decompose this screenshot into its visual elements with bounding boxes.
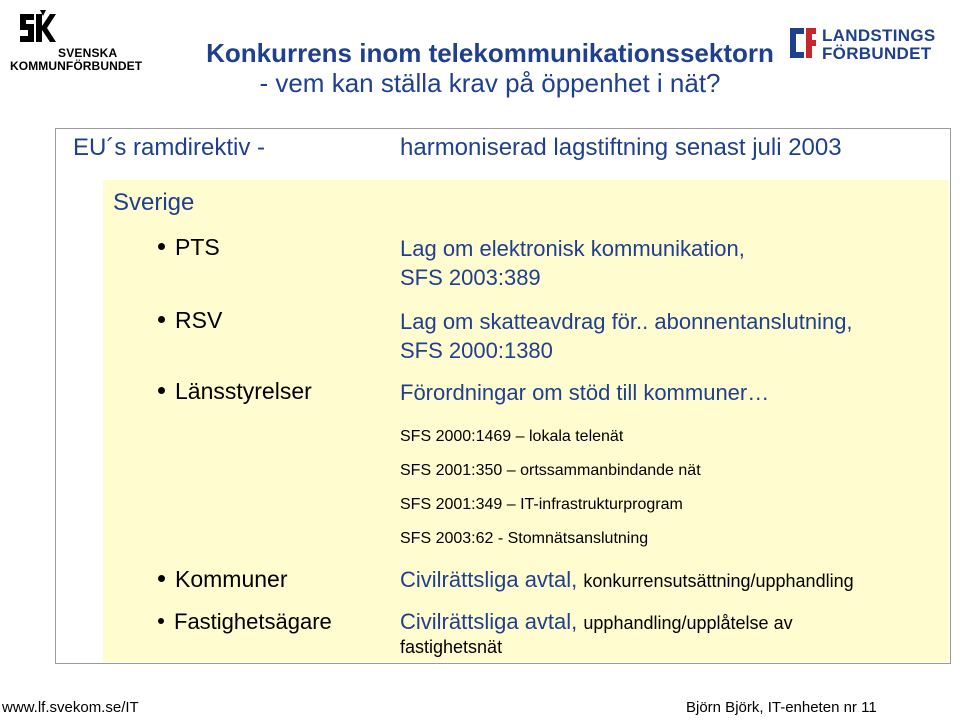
footer-author: Björn Björk, IT-enheten nr 11 <box>686 699 877 716</box>
bullet-kommuner <box>158 566 287 593</box>
eu-text: harmoniserad lagstiftning senast juli 2003 <box>400 134 842 161</box>
slide-title <box>190 38 790 98</box>
lansstyrelser-line1: Förordningar om stöd till kommuner… <box>400 380 770 405</box>
landstingsforbundet-logo <box>788 24 938 68</box>
bullet-pts <box>158 234 220 261</box>
bullet-fastighetsagare <box>158 609 332 635</box>
title-line1: Konkurrens inom telekommunikationssektorn <box>206 38 774 68</box>
logo-left-line2: KOMMUNFÖRBUNDET <box>10 59 143 73</box>
sfs-item: SFS 2001:349 – IT-infrastrukturprogram <box>400 496 683 513</box>
fastighetsagare-label: Fastighetsägare <box>174 609 332 634</box>
sk-logo-mark-icon <box>16 8 56 48</box>
bullet-dot-icon <box>158 243 165 250</box>
kommuner-label: Kommuner <box>175 566 288 592</box>
title-line2: - vem kan ställa krav på öppenhet i nät? <box>259 68 721 98</box>
logo-right-line2: FÖRBUNDET <box>822 44 932 63</box>
fastighetsagare-main: Civilrättsliga avtal, <box>400 609 578 634</box>
sverige-heading: Sverige <box>113 189 195 216</box>
logo-left-line1: SVENSKA <box>58 46 118 60</box>
fastighetsagare-sub: upphandling/upplåtelse av <box>583 613 793 633</box>
bullet-dot-icon <box>158 387 165 394</box>
footer-url: www.lf.svekom.se/IT <box>2 699 139 716</box>
sfs-item: SFS 2003:62 - Stomnätsanslutning <box>400 530 649 547</box>
sfs-item: SFS 2001:350 – ortssammanbindande nät <box>400 462 701 479</box>
pts-label: PTS <box>175 234 220 260</box>
sfs-item: SFS 2000:1469 – lokala telenät <box>400 428 624 445</box>
pts-line1: Lag om elektronisk kommunikation, <box>400 236 745 261</box>
lf-logo-mark-icon <box>788 26 818 60</box>
bullet-lansstyrelser <box>158 378 312 405</box>
kommuner-main: Civilrättsliga avtal, <box>400 567 578 592</box>
kommuner-desc <box>400 567 854 593</box>
rsv-line2: SFS 2000:1380 <box>400 338 553 363</box>
bullet-dot-icon <box>158 316 165 323</box>
rsv-line1: Lag om skatteavdrag för.. abonnentanslutning, <box>400 309 853 334</box>
fastighetsagare-desc <box>400 609 793 635</box>
bullet-dot-icon <box>158 575 165 582</box>
bullet-rsv <box>158 307 222 334</box>
lansstyrelser-label: Länsstyrelser <box>175 378 312 404</box>
logo-right-line1: LANDSTINGS <box>822 26 936 45</box>
pts-line2: SFS 2003:389 <box>400 265 541 290</box>
bullet-dot-icon <box>158 618 164 624</box>
rsv-label: RSV <box>175 307 223 333</box>
kommuner-sub: konkurrensutsättning/upphandling <box>583 571 854 591</box>
svenska-kommunforbundet-logo <box>8 6 158 73</box>
eu-label: EU´s ramdirektiv - <box>73 134 266 161</box>
fastighetsagare-line2: fastighetsnät <box>400 637 503 657</box>
